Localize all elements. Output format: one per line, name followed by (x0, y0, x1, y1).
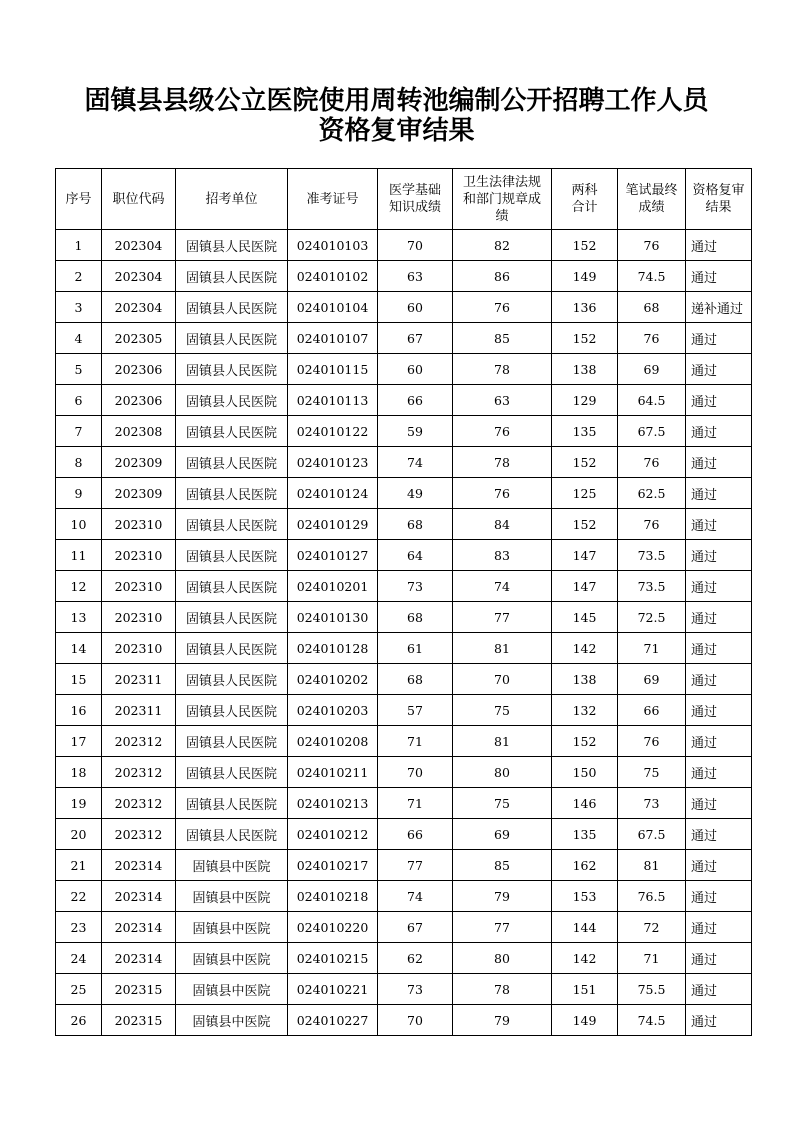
cell-total: 152 (552, 230, 618, 261)
cell-seq: 11 (56, 540, 102, 571)
cell-review-result: 通过 (686, 695, 752, 726)
cell-unit: 固镇县人民医院 (176, 478, 288, 509)
cell-position-code: 202309 (102, 447, 176, 478)
table-row (56, 664, 752, 695)
cell-position-code: 202315 (102, 1005, 176, 1036)
cell-written-final: 76 (618, 509, 686, 540)
cell-position-code: 202310 (102, 602, 176, 633)
cell-position-code: 202314 (102, 943, 176, 974)
cell-position-code: 202309 (102, 478, 176, 509)
cell-exam-no: 024010102 (288, 261, 378, 292)
cell-medical-score: 64 (378, 540, 453, 571)
cell-written-final: 66 (618, 695, 686, 726)
cell-law-score: 77 (453, 602, 552, 633)
cell-exam-no: 024010202 (288, 664, 378, 695)
cell-law-score: 75 (453, 695, 552, 726)
cell-total: 132 (552, 695, 618, 726)
cell-position-code: 202310 (102, 571, 176, 602)
cell-unit: 固镇县中医院 (176, 912, 288, 943)
table-row (56, 292, 752, 323)
cell-written-final: 73 (618, 788, 686, 819)
cell-law-score: 63 (453, 385, 552, 416)
cell-law-score: 78 (453, 447, 552, 478)
cell-law-score: 80 (453, 757, 552, 788)
cell-position-code: 202314 (102, 881, 176, 912)
cell-exam-no: 024010221 (288, 974, 378, 1005)
cell-unit: 固镇县人民医院 (176, 416, 288, 447)
cell-review-result: 通过 (686, 850, 752, 881)
cell-exam-no: 024010203 (288, 695, 378, 726)
cell-position-code: 202306 (102, 385, 176, 416)
header-position-code: 职位代码 (102, 169, 176, 230)
table-row (56, 881, 752, 912)
cell-total: 142 (552, 943, 618, 974)
cell-total: 138 (552, 354, 618, 385)
cell-medical-score: 59 (378, 416, 453, 447)
cell-written-final: 68 (618, 292, 686, 323)
cell-total: 153 (552, 881, 618, 912)
header-exam-no: 准考证号 (288, 169, 378, 230)
table-row (56, 230, 752, 261)
cell-seq: 26 (56, 1005, 102, 1036)
cell-exam-no: 024010130 (288, 602, 378, 633)
document-title (0, 86, 793, 146)
cell-unit: 固镇县人民医院 (176, 540, 288, 571)
cell-exam-no: 024010113 (288, 385, 378, 416)
cell-unit: 固镇县中医院 (176, 1005, 288, 1036)
cell-exam-no: 024010124 (288, 478, 378, 509)
cell-law-score: 70 (453, 664, 552, 695)
table-row (56, 974, 752, 1005)
cell-seq: 3 (56, 292, 102, 323)
table-row (56, 726, 752, 757)
cell-exam-no: 024010107 (288, 323, 378, 354)
cell-seq: 24 (56, 943, 102, 974)
cell-total: 125 (552, 478, 618, 509)
cell-law-score: 86 (453, 261, 552, 292)
cell-seq: 12 (56, 571, 102, 602)
cell-medical-score: 70 (378, 230, 453, 261)
cell-medical-score: 62 (378, 943, 453, 974)
cell-law-score: 76 (453, 478, 552, 509)
cell-unit: 固镇县人民医院 (176, 726, 288, 757)
cell-unit: 固镇县中医院 (176, 850, 288, 881)
cell-review-result: 通过 (686, 819, 752, 850)
cell-written-final: 73.5 (618, 571, 686, 602)
cell-seq: 21 (56, 850, 102, 881)
cell-unit: 固镇县人民医院 (176, 261, 288, 292)
cell-medical-score: 70 (378, 757, 453, 788)
cell-position-code: 202314 (102, 912, 176, 943)
cell-medical-score: 68 (378, 664, 453, 695)
header-review-result: 资格复审结果 (686, 169, 752, 230)
cell-seq: 22 (56, 881, 102, 912)
cell-review-result: 通过 (686, 447, 752, 478)
cell-seq: 4 (56, 323, 102, 354)
cell-written-final: 76 (618, 447, 686, 478)
cell-exam-no: 024010122 (288, 416, 378, 447)
cell-unit: 固镇县中医院 (176, 943, 288, 974)
cell-law-score: 76 (453, 292, 552, 323)
cell-review-result: 递补通过 (686, 292, 752, 323)
cell-written-final: 74.5 (618, 261, 686, 292)
cell-law-score: 83 (453, 540, 552, 571)
table-header (56, 169, 752, 230)
cell-written-final: 71 (618, 633, 686, 664)
cell-unit: 固镇县人民医院 (176, 633, 288, 664)
cell-written-final: 69 (618, 354, 686, 385)
cell-law-score: 69 (453, 819, 552, 850)
header-law-score: 卫生法律法规和部门规章成绩 (453, 169, 552, 230)
cell-exam-no: 024010201 (288, 571, 378, 602)
cell-position-code: 202312 (102, 726, 176, 757)
cell-total: 144 (552, 912, 618, 943)
header-seq: 序号 (56, 169, 102, 230)
cell-review-result: 通过 (686, 974, 752, 1005)
cell-review-result: 通过 (686, 323, 752, 354)
cell-exam-no: 024010115 (288, 354, 378, 385)
cell-total: 152 (552, 447, 618, 478)
cell-medical-score: 60 (378, 354, 453, 385)
table-row (56, 1005, 752, 1036)
cell-total: 136 (552, 292, 618, 323)
cell-review-result: 通过 (686, 633, 752, 664)
cell-law-score: 75 (453, 788, 552, 819)
cell-position-code: 202304 (102, 230, 176, 261)
cell-total: 147 (552, 540, 618, 571)
cell-exam-no: 024010123 (288, 447, 378, 478)
table-row (56, 540, 752, 571)
cell-review-result: 通过 (686, 757, 752, 788)
cell-total: 149 (552, 1005, 618, 1036)
document-title-line2: 资格复审结果 (318, 116, 475, 146)
cell-position-code: 202311 (102, 695, 176, 726)
cell-law-score: 81 (453, 633, 552, 664)
cell-unit: 固镇县人民医院 (176, 447, 288, 478)
cell-law-score: 79 (453, 881, 552, 912)
cell-position-code: 202310 (102, 540, 176, 571)
cell-seq: 10 (56, 509, 102, 540)
cell-exam-no: 024010220 (288, 912, 378, 943)
table-row (56, 509, 752, 540)
cell-total: 162 (552, 850, 618, 881)
cell-law-score: 78 (453, 354, 552, 385)
cell-exam-no: 024010217 (288, 850, 378, 881)
cell-seq: 19 (56, 788, 102, 819)
cell-written-final: 73.5 (618, 540, 686, 571)
cell-written-final: 76 (618, 323, 686, 354)
cell-position-code: 202304 (102, 261, 176, 292)
header-unit: 招考单位 (176, 169, 288, 230)
cell-total: 129 (552, 385, 618, 416)
cell-position-code: 202314 (102, 850, 176, 881)
cell-seq: 5 (56, 354, 102, 385)
cell-total: 152 (552, 509, 618, 540)
cell-medical-score: 49 (378, 478, 453, 509)
cell-exam-no: 024010128 (288, 633, 378, 664)
table-row (56, 261, 752, 292)
table-row (56, 819, 752, 850)
cell-unit: 固镇县人民医院 (176, 571, 288, 602)
cell-unit: 固镇县人民医院 (176, 230, 288, 261)
cell-medical-score: 71 (378, 726, 453, 757)
table-row (56, 571, 752, 602)
cell-total: 150 (552, 757, 618, 788)
table-row (56, 416, 752, 447)
cell-medical-score: 74 (378, 881, 453, 912)
cell-medical-score: 60 (378, 292, 453, 323)
cell-seq: 20 (56, 819, 102, 850)
cell-seq: 13 (56, 602, 102, 633)
cell-total: 142 (552, 633, 618, 664)
cell-exam-no: 024010127 (288, 540, 378, 571)
cell-written-final: 74.5 (618, 1005, 686, 1036)
cell-total: 135 (552, 416, 618, 447)
cell-unit: 固镇县人民医院 (176, 323, 288, 354)
cell-seq: 14 (56, 633, 102, 664)
cell-review-result: 通过 (686, 416, 752, 447)
cell-position-code: 202306 (102, 354, 176, 385)
cell-medical-score: 68 (378, 602, 453, 633)
header-medical-score: 医学基础知识成绩 (378, 169, 453, 230)
cell-seq: 2 (56, 261, 102, 292)
cell-review-result: 通过 (686, 230, 752, 261)
cell-seq: 1 (56, 230, 102, 261)
table-body (56, 230, 752, 1036)
table-row (56, 912, 752, 943)
cell-medical-score: 73 (378, 974, 453, 1005)
table-row (56, 385, 752, 416)
cell-seq: 8 (56, 447, 102, 478)
table-row (56, 850, 752, 881)
cell-review-result: 通过 (686, 478, 752, 509)
cell-unit: 固镇县人民医院 (176, 385, 288, 416)
cell-review-result: 通过 (686, 726, 752, 757)
cell-position-code: 202304 (102, 292, 176, 323)
cell-medical-score: 71 (378, 788, 453, 819)
table-row (56, 447, 752, 478)
cell-seq: 7 (56, 416, 102, 447)
cell-written-final: 64.5 (618, 385, 686, 416)
cell-law-score: 76 (453, 416, 552, 447)
cell-review-result: 通过 (686, 509, 752, 540)
cell-exam-no: 024010208 (288, 726, 378, 757)
cell-total: 152 (552, 323, 618, 354)
cell-total: 151 (552, 974, 618, 1005)
cell-review-result: 通过 (686, 664, 752, 695)
cell-exam-no: 024010218 (288, 881, 378, 912)
cell-unit: 固镇县中医院 (176, 974, 288, 1005)
cell-medical-score: 70 (378, 1005, 453, 1036)
cell-total: 152 (552, 726, 618, 757)
cell-law-score: 82 (453, 230, 552, 261)
cell-review-result: 通过 (686, 912, 752, 943)
cell-review-result: 通过 (686, 1005, 752, 1036)
cell-unit: 固镇县人民医院 (176, 509, 288, 540)
cell-unit: 固镇县人民医院 (176, 819, 288, 850)
cell-law-score: 85 (453, 323, 552, 354)
cell-written-final: 69 (618, 664, 686, 695)
cell-seq: 16 (56, 695, 102, 726)
cell-law-score: 85 (453, 850, 552, 881)
cell-medical-score: 67 (378, 323, 453, 354)
cell-written-final: 67.5 (618, 416, 686, 447)
cell-position-code: 202315 (102, 974, 176, 1005)
cell-review-result: 通过 (686, 881, 752, 912)
table-row (56, 695, 752, 726)
cell-total: 149 (552, 261, 618, 292)
cell-medical-score: 77 (378, 850, 453, 881)
table-row (56, 602, 752, 633)
cell-medical-score: 74 (378, 447, 453, 478)
cell-law-score: 84 (453, 509, 552, 540)
cell-total: 138 (552, 664, 618, 695)
cell-total: 147 (552, 571, 618, 602)
cell-review-result: 通过 (686, 943, 752, 974)
header-total: 两科合计 (552, 169, 618, 230)
cell-unit: 固镇县中医院 (176, 881, 288, 912)
cell-position-code: 202311 (102, 664, 176, 695)
cell-law-score: 81 (453, 726, 552, 757)
cell-exam-no: 024010212 (288, 819, 378, 850)
cell-seq: 18 (56, 757, 102, 788)
cell-medical-score: 63 (378, 261, 453, 292)
table-row (56, 788, 752, 819)
cell-review-result: 通过 (686, 354, 752, 385)
cell-review-result: 通过 (686, 385, 752, 416)
table-row (56, 943, 752, 974)
cell-seq: 25 (56, 974, 102, 1005)
cell-exam-no: 024010129 (288, 509, 378, 540)
cell-written-final: 76 (618, 726, 686, 757)
cell-exam-no: 024010227 (288, 1005, 378, 1036)
cell-written-final: 71 (618, 943, 686, 974)
cell-position-code: 202305 (102, 323, 176, 354)
cell-medical-score: 68 (378, 509, 453, 540)
cell-exam-no: 024010104 (288, 292, 378, 323)
cell-seq: 6 (56, 385, 102, 416)
cell-written-final: 72.5 (618, 602, 686, 633)
cell-total: 145 (552, 602, 618, 633)
cell-exam-no: 024010103 (288, 230, 378, 261)
table-row (56, 757, 752, 788)
cell-position-code: 202312 (102, 819, 176, 850)
cell-written-final: 62.5 (618, 478, 686, 509)
cell-medical-score: 67 (378, 912, 453, 943)
cell-total: 135 (552, 819, 618, 850)
cell-seq: 23 (56, 912, 102, 943)
cell-unit: 固镇县人民医院 (176, 695, 288, 726)
cell-law-score: 77 (453, 912, 552, 943)
cell-review-result: 通过 (686, 788, 752, 819)
cell-written-final: 75 (618, 757, 686, 788)
cell-law-score: 78 (453, 974, 552, 1005)
cell-position-code: 202310 (102, 633, 176, 664)
cell-total: 146 (552, 788, 618, 819)
cell-seq: 15 (56, 664, 102, 695)
cell-unit: 固镇县人民医院 (176, 292, 288, 323)
cell-written-final: 72 (618, 912, 686, 943)
cell-medical-score: 66 (378, 819, 453, 850)
cell-unit: 固镇县人民医院 (176, 757, 288, 788)
cell-review-result: 通过 (686, 261, 752, 292)
cell-law-score: 79 (453, 1005, 552, 1036)
cell-review-result: 通过 (686, 602, 752, 633)
cell-law-score: 80 (453, 943, 552, 974)
results-table (55, 168, 752, 1036)
cell-law-score: 74 (453, 571, 552, 602)
cell-position-code: 202308 (102, 416, 176, 447)
cell-medical-score: 66 (378, 385, 453, 416)
cell-position-code: 202312 (102, 757, 176, 788)
table-row (56, 478, 752, 509)
table-row (56, 354, 752, 385)
table-row (56, 633, 752, 664)
cell-written-final: 67.5 (618, 819, 686, 850)
cell-review-result: 通过 (686, 571, 752, 602)
cell-written-final: 76.5 (618, 881, 686, 912)
cell-exam-no: 024010211 (288, 757, 378, 788)
cell-review-result: 通过 (686, 540, 752, 571)
header-row (56, 169, 752, 230)
cell-medical-score: 73 (378, 571, 453, 602)
cell-unit: 固镇县人民医院 (176, 602, 288, 633)
cell-seq: 9 (56, 478, 102, 509)
cell-medical-score: 57 (378, 695, 453, 726)
cell-written-final: 76 (618, 230, 686, 261)
table-row (56, 323, 752, 354)
document-title-line1: 固镇县县级公立医院使用周转池编制公开招聘工作人员 (84, 86, 709, 116)
cell-unit: 固镇县人民医院 (176, 788, 288, 819)
cell-written-final: 81 (618, 850, 686, 881)
cell-position-code: 202310 (102, 509, 176, 540)
cell-written-final: 75.5 (618, 974, 686, 1005)
cell-seq: 17 (56, 726, 102, 757)
header-written-final: 笔试最终成绩 (618, 169, 686, 230)
cell-position-code: 202312 (102, 788, 176, 819)
cell-unit: 固镇县人民医院 (176, 354, 288, 385)
cell-exam-no: 024010215 (288, 943, 378, 974)
cell-exam-no: 024010213 (288, 788, 378, 819)
cell-unit: 固镇县人民医院 (176, 664, 288, 695)
cell-medical-score: 61 (378, 633, 453, 664)
